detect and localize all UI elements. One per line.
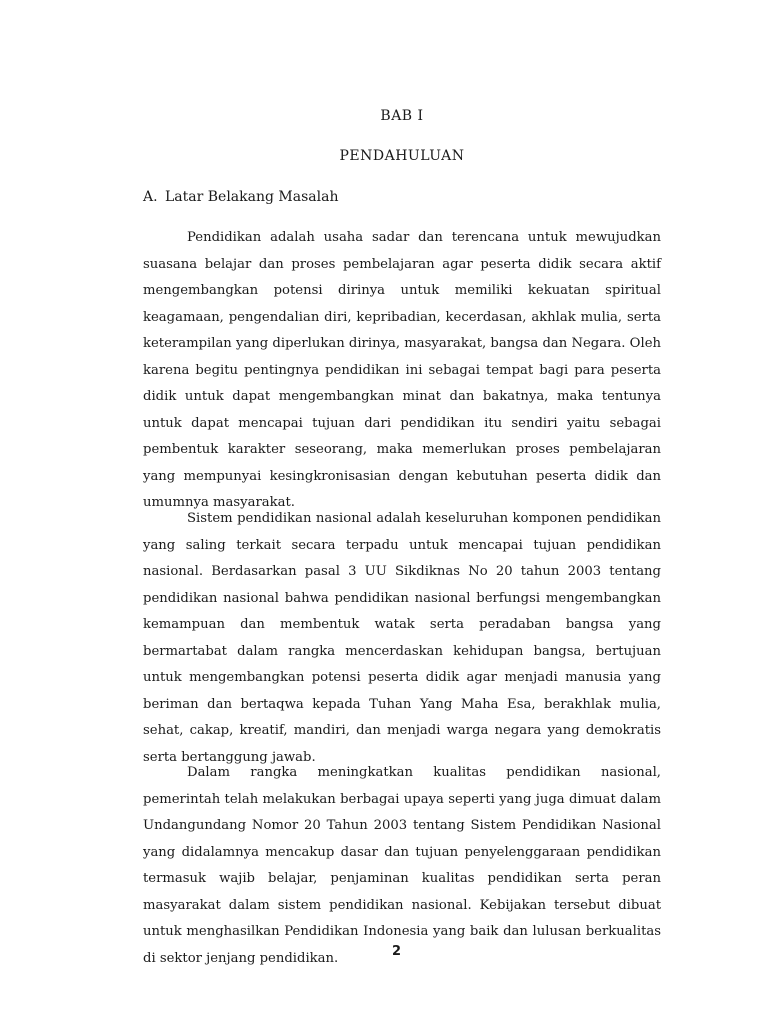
chapter-title: PENDAHULUAN [339, 148, 465, 164]
paragraph: Sistem pendidikan nasional adalah keseluruhan komponen pendidikan yang saling terkait secara terpadu untuk mencapai tujuan pendidikan nasional. Berdasarkan pasal 3 UU Sikdiknas No 20 tahun 2003 tentang pendidikan nasional bahwa pendidikan nasional berfungsi mengembangkan kemampuan dan membentuk watak serta peradaban bangsa yang bermartabat dalam rangka mencerdaskan kehidupan bangsa, bertujuan untuk mengembangkan potensi peserta didik agar menjadi manusia yang beriman dan bertaqwa kepada Tuhan Yang Maha Esa, berakhlak mulia, sehat, cakap, kreatif, mandiri, dan menjadi warga negara yang demokratis serta bertanggung jawab. [143, 511, 661, 765]
chapter-number: BAB I [380, 108, 424, 124]
section-number: A. [143, 189, 158, 205]
section-title: Latar Belakang Masalah [165, 189, 339, 205]
section-heading [143, 189, 338, 205]
paragraph: Pendidikan adalah usaha sadar dan terencana untuk mewujudkan suasana belajar dan proses pembelajaran agar peserta didik secara aktif mengembangkan potensi dirinya untuk memiliki kekuatan spiritual keagamaan, pengendalian diri, kepribadian, kecerdasan, akhlak mulia, serta keterampilan yang diperlukan dirinya, masyarakat, bangsa dan Negara. Oleh karena begitu pentingnya pendidikan ini sebagai tempat bagi para peserta didik untuk dapat mengembangkan minat dan bakatnya, maka tentunya untuk dapat mencapai tujuan dari pendidikan itu sendiri yaitu sebagai pembentuk karakter seseorang, maka memerlukan proses pembelajaran yang mempunyai kesingkronisasian dengan kebutuhan peserta didik dan umumnya masyarakat. [143, 230, 661, 510]
paragraph: Dalam rangka meningkatkan kualitas pendidikan nasional, pemerintah telah melakukan berbagai upaya seperti yang juga dimuat dalam Undangundang Nomor 20 Tahun 2003 tentang Sistem Pendidikan Nasional yang didalamnya mencakup dasar dan tujuan penyelenggaraan pendidikan termasuk wajib belajar, penjaminan kualitas pendidikan serta peran masyarakat dalam sistem pendidikan nasional. Kebijakan tersebut dibuat untuk menghasilkan Pendidikan Indonesia yang baik dan lulusan berkualitas di sektor jenjang pendidikan. [143, 765, 661, 966]
page-number: 2 [392, 944, 402, 959]
